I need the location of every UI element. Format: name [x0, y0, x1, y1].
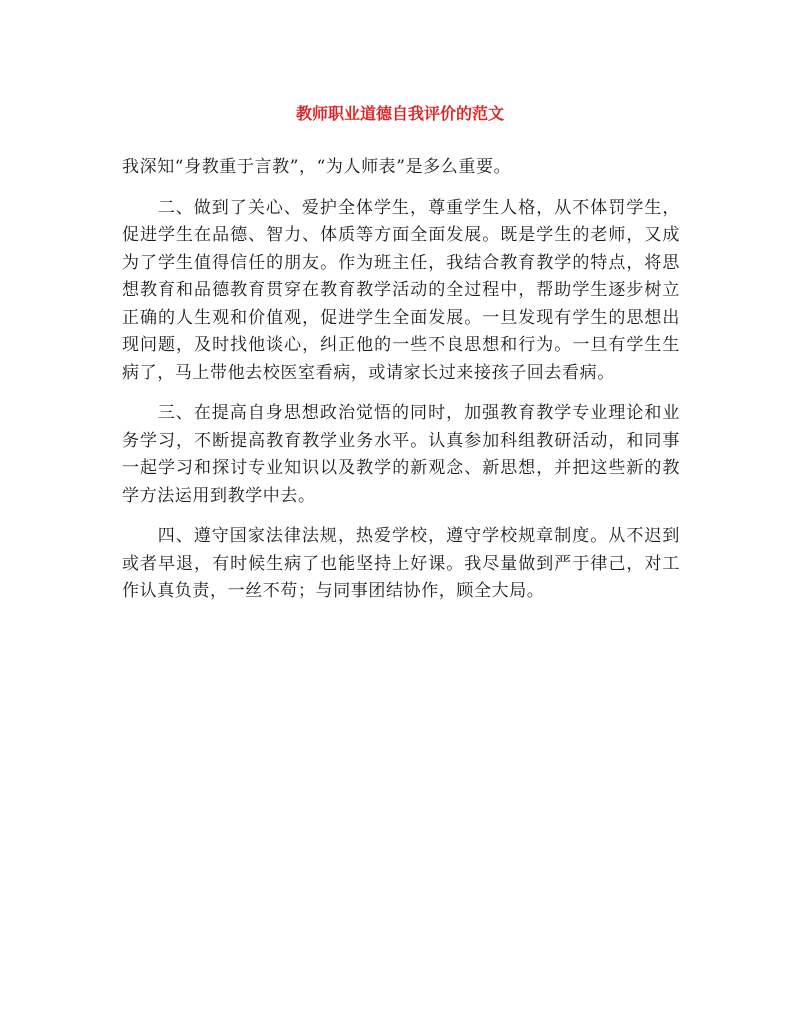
paragraph-intro: 我深知“身教重于言教”，“为人师表”是多么重要。 — [122, 157, 512, 177]
paragraph-point-two: 二、做到了关心、爱护全体学生，尊重学生人格，从不体罚学生，促进学生在品德、智力、体质等方面全面发展。既是学生的老师，又成为了学生值得信任的朋友。作为班主任，我结合教育教学的特点，将思想教育和品德教育贯穿在教育教学活动的全过程中，帮助学生逐步树立正确的人生观和价值观，促进学生全面发展。一旦发现有学生的思想出现问题，及时找他谈心，纠正他的一些不良思想和行为。一旦有学生生病了，马上带他去校医室看病，或请家长过来接孩子回去看病。 — [122, 197, 680, 383]
paragraph-point-four: 四、遵守国家法律法规，热爱学校，遵守学校规章制度。从不迟到或者早退，有时候生病了也能坚持上好课。我尽量做到严于律己，对工作认真负责，一丝不苟；与同事团结协作，顾全大局。 — [122, 526, 680, 601]
document-body — [122, 154, 680, 619]
paragraph-point-three: 三、在提高自身思想政治觉悟的同时，加强教育教学专业理论和业务学习，不断提高教育教学业务水平。认真参加科组教研活动，和同事一起学习和探讨专业知识以及教学的新观念、新思想，并把这些新的教学方法运用到教学中去。 — [122, 403, 680, 506]
document-title: 教师职业道德自我评价的范文 — [295, 104, 504, 123]
